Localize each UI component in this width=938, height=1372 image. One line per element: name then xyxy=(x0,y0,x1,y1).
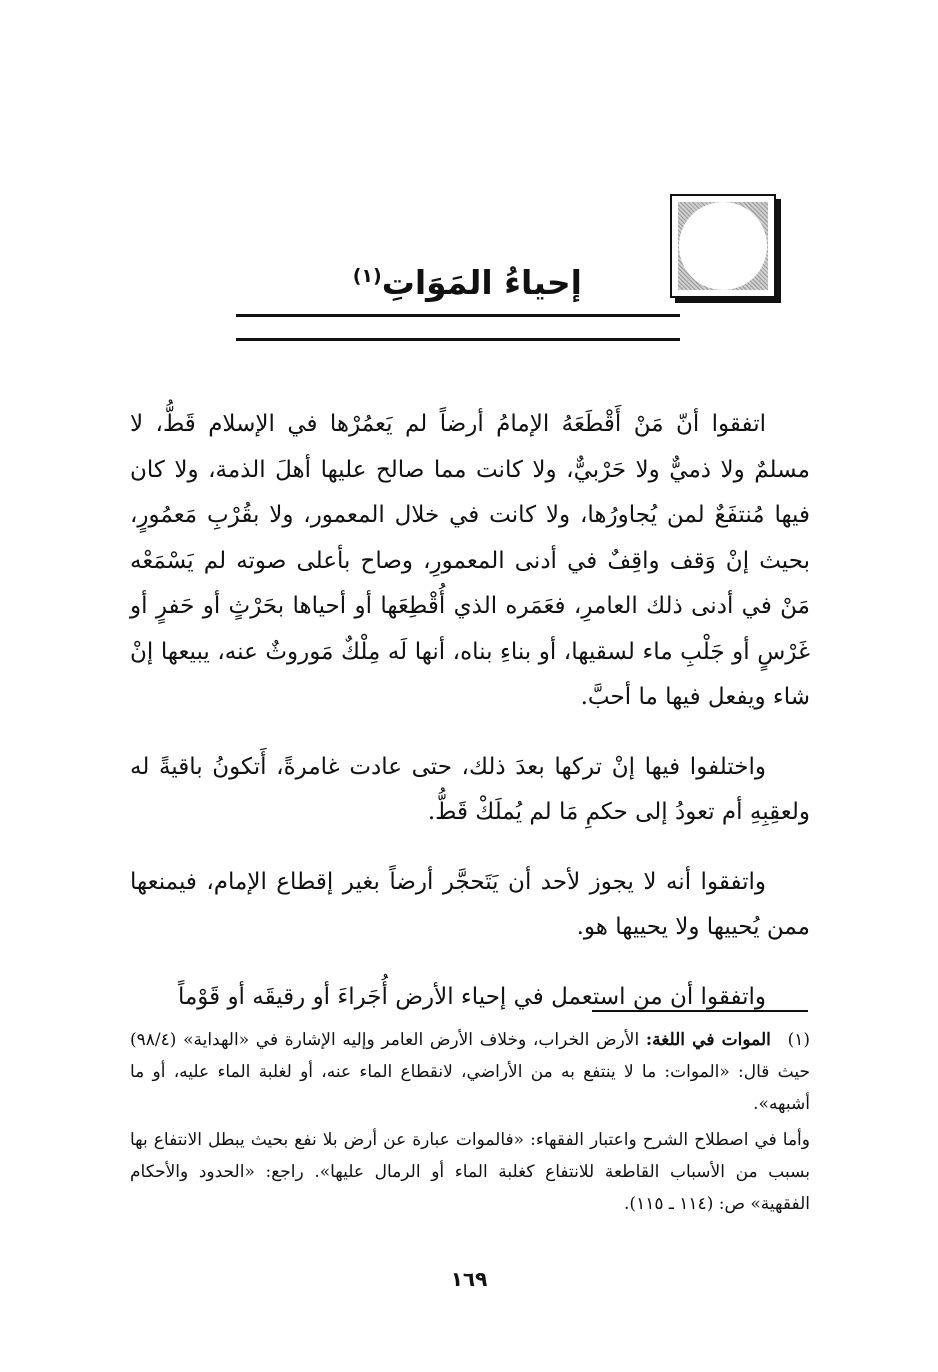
title-rule-bottom xyxy=(236,338,680,341)
paragraph: واتفقوا أن من استعمل في إحياء الأرض أُجَراءَ أو رقيقَه أو قَوْماً xyxy=(177,983,766,1010)
footnote-continuation: وأما في اصطلاح الشرح واعتبار الفقهاء: «فالموات عبارة عن أرض بلا نفع بحيث يبطل الانتفاع بها بسبب من الأسباب القاطعة للانتفاع كغلبة الماء أو الرمال عليها». راجع: «الحدود والأحكام الفقهية» ص: (١١٤ ـ ١١٥). xyxy=(130,1130,810,1214)
chapter-title xyxy=(353,258,582,308)
title-rule-top xyxy=(236,314,680,317)
footnote-reference: (١) xyxy=(352,265,382,288)
footnote-heading: الموات في اللغة: xyxy=(645,1030,771,1050)
footnote-text: الأرض الخراب، وخلاف الأرض العامر وإليه الإشارة في «الهداية» (٩٨/٤) حيث قال: «الموات: ما لا ينتفع به من الأراضي، لانقطاع الماء عنه، أو لغلبة الماء عليه، أو ما أشبهه». xyxy=(130,1030,810,1114)
footnote-separator xyxy=(592,1010,808,1012)
chapter-ornament-icon xyxy=(670,194,776,298)
footnote-marker: (١) xyxy=(787,1030,811,1050)
ornament-circle xyxy=(679,202,767,290)
chapter-title-text: إحياءُ المَوَاتِ xyxy=(381,263,582,303)
footnote xyxy=(130,1024,810,1120)
main-text xyxy=(130,402,810,1020)
paragraph: واتفقوا أنه لا يجوز لأحد أن يَتَحجَّر أرضاً بغير إقطاع الإمام، فيمنعها ممن يُحييها ولا يحييها هو. xyxy=(130,868,810,940)
paragraph: اتفقوا أنّ مَنْ أَقْطَعَهُ الإمامُ أرضاً لم يَعمُرْها في الإسلام قَطُّ، لا مسلمٌ ولا ذميٌّ ولا حَرْبيٌّ، ولا كانت مما صالح عليها أهلَ الذمة، ولا كان فيها مُنتفَعٌ لمن يُجاورُها، ولا كانت في خلال المعمور، ولا بقُرْبِ مَعمُورٍ، بحيث إنْ وَقف واقِفٌ في أدنى المعمورِ، وصاح بأعلى صوته لم يَسْمَعْه مَنْ في أدنى ذلك العامرِ، فعَمَره الذي أُقْطِعَها أو أحياها بحَرْثٍ أو حَفرٍ أو غَرْسٍ أو جَلْبِ ماء لسقيها، أو بناءِ بناه، أنها لَه مِلْكٌ مَوروثٌ عنه، يبيعها إنْ شاء ويفعل فيها ما أحبَّ. xyxy=(130,411,810,710)
paragraph: واختلفوا فيها إنْ تركها بعدَ ذلك، حتى عادت غامرةً، أَتكونُ باقيةً له ولعقِبِهِ أم تعودُ إلى حكمِ مَا لم يُملَكْ قَطُّ. xyxy=(130,753,810,825)
page-number: ١٦٩ xyxy=(450,1267,488,1291)
footnotes xyxy=(130,1024,810,1220)
